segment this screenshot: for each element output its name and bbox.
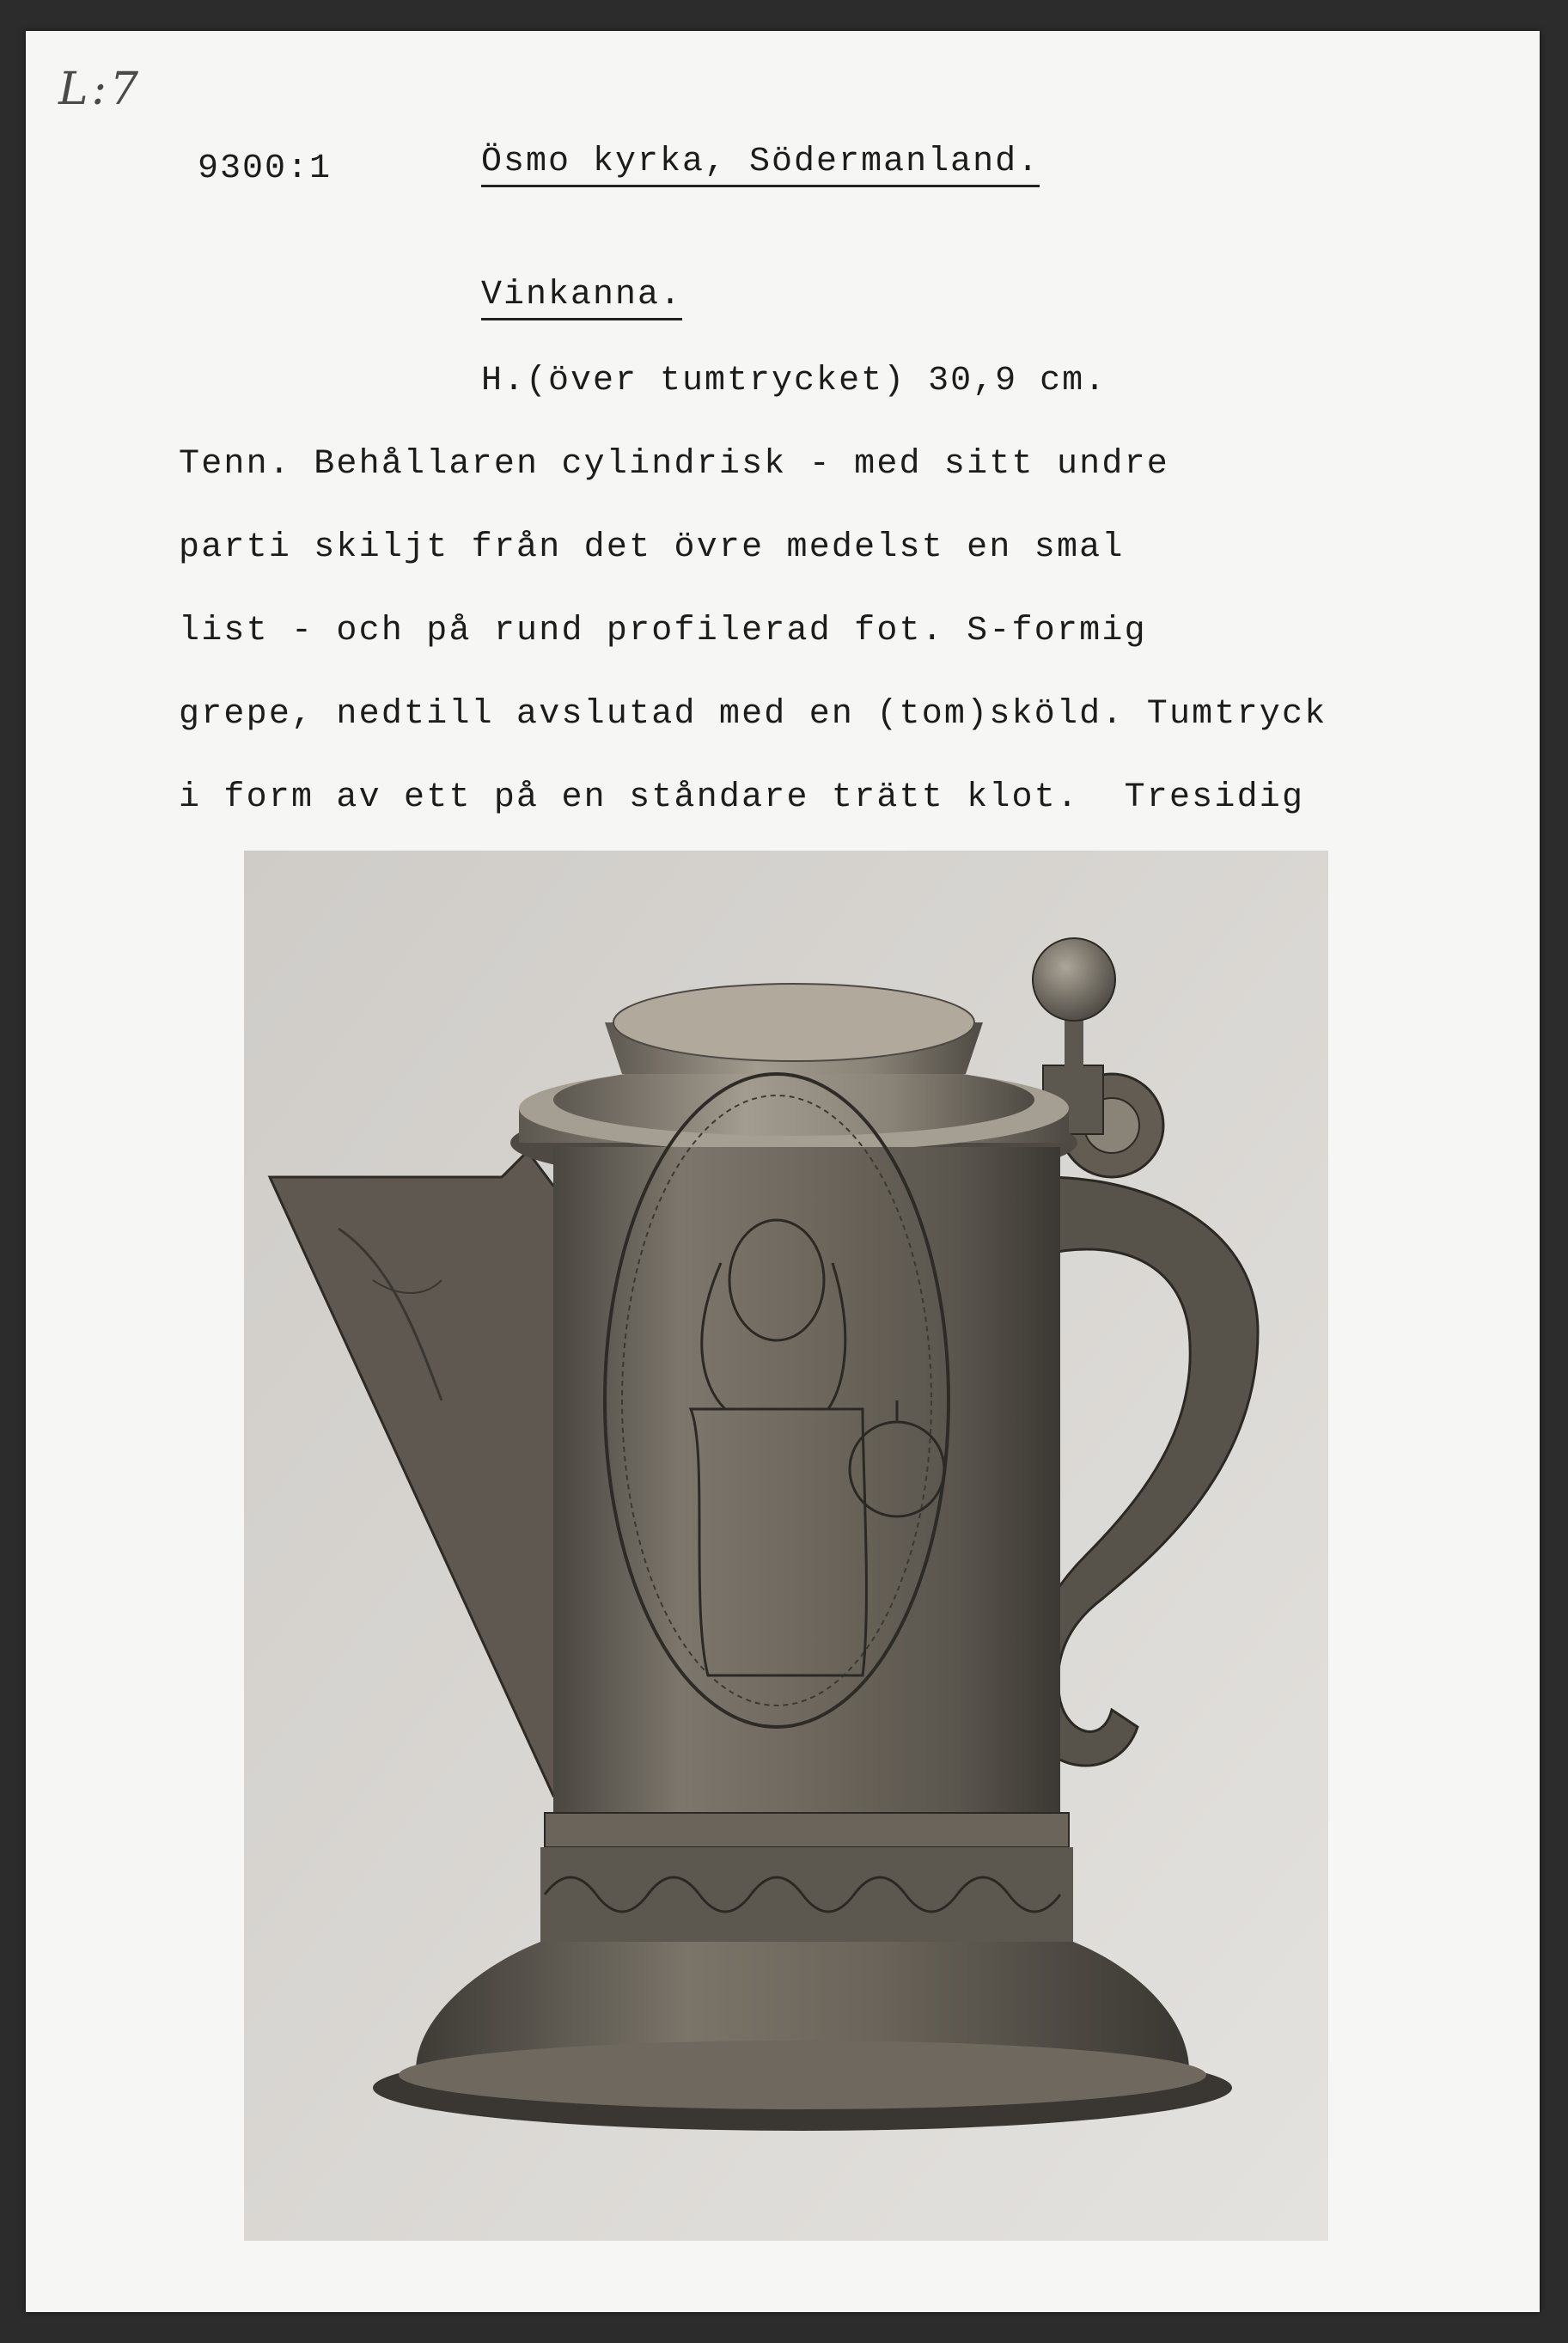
description-line: i form av ett på en ståndare trätt klot. Tresidig [179, 778, 1305, 817]
pencil-mark: L:7 [58, 64, 143, 115]
description-text [179, 445, 1519, 862]
description-line: Tenn. Behållaren cylindrisk - med sitt undre [179, 445, 1169, 484]
description-line: list - och på rund profilerad fot. S-formig [179, 612, 1147, 650]
description-line: parti skiljt från det övre medelst en smal [179, 528, 1125, 567]
object-name: Vinkanna. [481, 276, 682, 320]
catalog-number: 9300:1 [198, 149, 333, 188]
location-heading: Ösmo kyrka, Södermanland. [481, 143, 1040, 187]
object-photograph [244, 851, 1328, 2241]
pewter-jug-illustration [244, 851, 1328, 2241]
height-measurement: H.(över tumtrycket) 30,9 cm. [481, 362, 1107, 400]
description-line: grepe, nedtill avslutad med en (tom)sköld. Tumtryck [179, 695, 1327, 734]
